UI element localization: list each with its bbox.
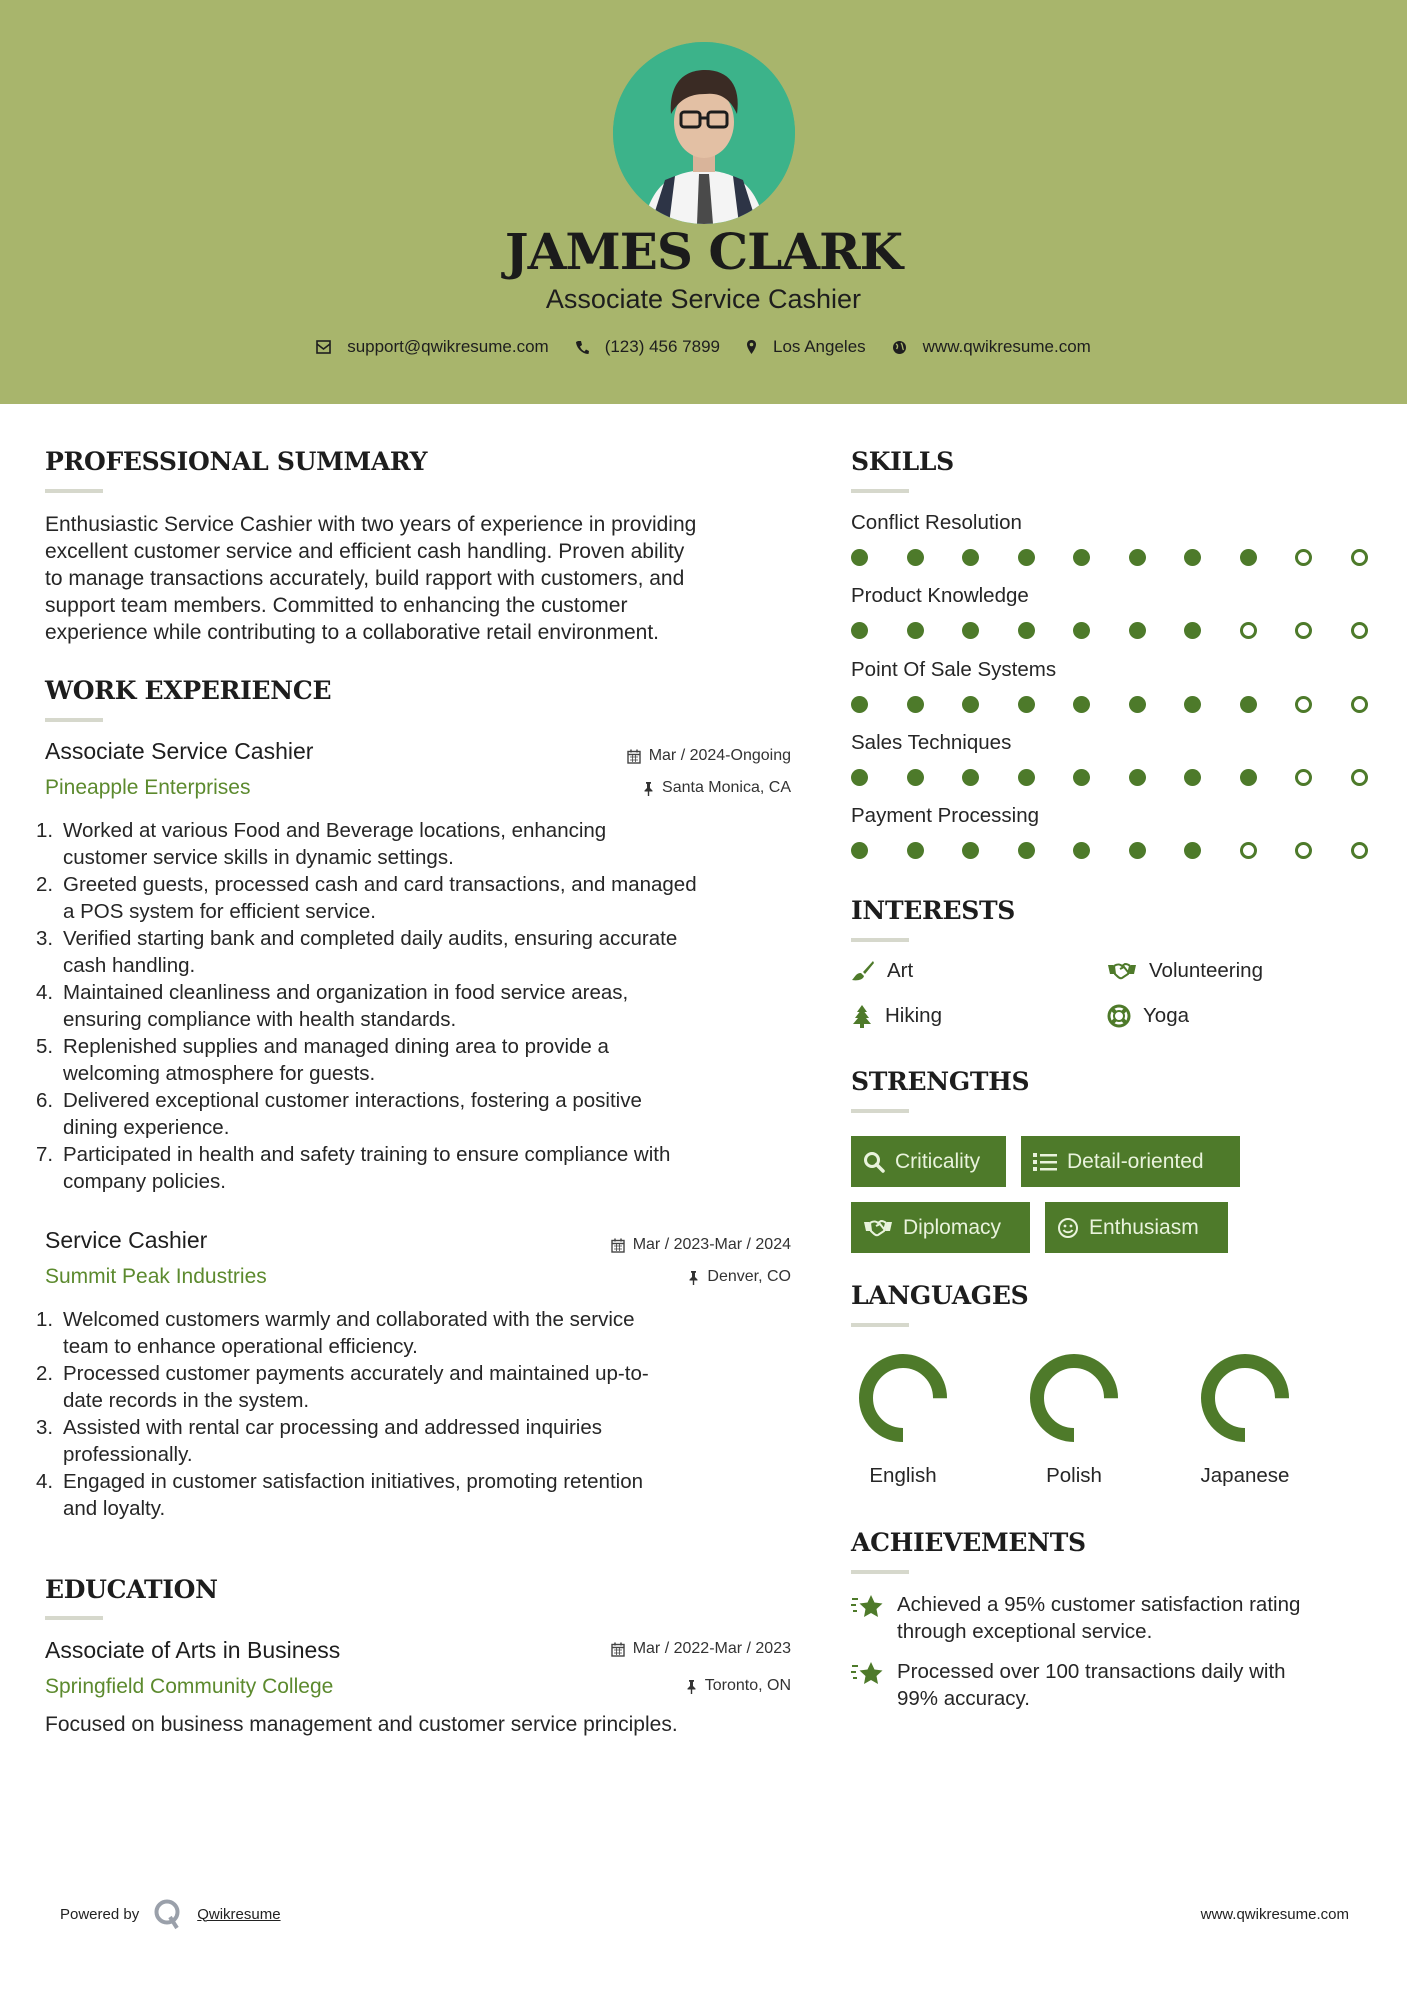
strength-tag-criticality	[851, 1136, 1006, 1187]
summary-heading-bar	[45, 489, 103, 493]
rating-dot-filled	[962, 696, 979, 713]
search-icon	[863, 1151, 885, 1173]
job-location-text: Denver, CO	[707, 1268, 791, 1285]
job-dates-text: Mar / 2024-Ongoing	[648, 747, 791, 764]
experience-heading: WORK EXPERIENCE	[45, 676, 332, 705]
powered-by	[60, 1898, 281, 1930]
job-title: Service Cashier	[45, 1227, 208, 1253]
language-item	[851, 1352, 971, 1487]
contact-website-text: www.qwikresume.com	[922, 337, 1091, 356]
pushpin-icon	[686, 1679, 697, 1694]
shooting-star-icon	[851, 1593, 884, 1621]
rating-dot-filled	[907, 549, 924, 566]
rating-dot-filled	[1184, 769, 1201, 786]
envelope-icon	[316, 340, 331, 354]
bullet-item: 7. Participated in health and safety training to ensure compliance with company policies.	[36, 1143, 671, 1193]
experience-heading-bar	[45, 718, 103, 722]
skill-rating	[851, 842, 1406, 859]
rating-dot-empty	[1295, 549, 1312, 566]
rating-dot-filled	[851, 842, 868, 859]
strength-tag-enthusiasm	[1045, 1202, 1228, 1253]
job-dates	[627, 747, 791, 765]
education-description: Focused on business management and customer service principles.	[45, 1713, 678, 1736]
interest-label: Yoga	[1143, 1004, 1189, 1027]
bullet-item: 4. Maintained cleanliness and organization in food service areas, ensuring compliance with health standards.	[36, 981, 629, 1031]
rating-dot-filled	[851, 769, 868, 786]
skill-name: Payment Processing	[851, 804, 1040, 827]
strength-tag-detail-oriented	[1021, 1136, 1240, 1187]
rating-dot-filled	[1018, 769, 1035, 786]
candidate-name: JAMES CLARK	[504, 222, 903, 281]
language-progress-ring	[851, 1352, 971, 1444]
interest-item-volunteering	[1107, 959, 1263, 983]
rating-dot-filled	[851, 696, 868, 713]
contact-bar	[0, 337, 1407, 357]
interests-heading: INTERESTS	[851, 896, 1016, 925]
degree-title: Associate of Arts in Business	[45, 1637, 341, 1663]
education-location	[686, 1677, 791, 1695]
rating-dot-empty	[1351, 769, 1368, 786]
language-label: English	[869, 1464, 937, 1487]
bullet-item: 5. Replenished supplies and managed dining area to provide a welcoming atmosphere for guests.	[36, 1035, 609, 1085]
footer-website[interactable]: www.qwikresume.com	[1200, 1906, 1349, 1923]
strength-label: Detail-oriented	[1067, 1149, 1204, 1173]
language-progress-ring	[1193, 1352, 1313, 1444]
pushpin-icon	[643, 781, 654, 796]
handshake-icon	[863, 1218, 893, 1238]
shooting-star-icon	[851, 1660, 884, 1688]
skill-rating	[851, 696, 1406, 713]
languages-heading-bar	[851, 1323, 909, 1327]
skill-name: Point Of Sale Systems	[851, 658, 1057, 681]
rating-dot-filled	[1073, 622, 1090, 639]
strength-label: Diplomacy	[903, 1215, 1002, 1239]
rating-dot-filled	[1184, 622, 1201, 639]
rating-dot-filled	[1240, 769, 1257, 786]
education-location-text: Toronto, ON	[704, 1677, 791, 1694]
rating-dot-filled	[1184, 842, 1201, 859]
education-heading: EDUCATION	[45, 1575, 218, 1604]
rating-dot-filled	[962, 622, 979, 639]
rating-dot-filled	[962, 769, 979, 786]
job-bullets	[36, 817, 791, 1195]
bullet-item: 3. Assisted with rental car processing and addressed inquiries professionally.	[36, 1416, 602, 1466]
rating-dot-empty	[1295, 769, 1312, 786]
languages-heading: LANGUAGES	[851, 1281, 1029, 1310]
rating-dot-empty	[1240, 842, 1257, 859]
interest-label: Hiking	[885, 1004, 942, 1027]
rating-dot-empty	[1351, 696, 1368, 713]
bullet-item: 4. Engaged in customer satisfaction initiatives, promoting retention and loyalty.	[36, 1470, 644, 1520]
job-location-text: Santa Monica, CA	[662, 779, 791, 796]
summary-line: to manage transactions accurately, build rapport with customers, and	[45, 567, 685, 590]
rating-dot-empty	[1295, 622, 1312, 639]
calendar-icon	[611, 1642, 625, 1657]
achievements-heading: ACHIEVEMENTS	[851, 1528, 1086, 1557]
strength-tag-diplomacy	[851, 1202, 1030, 1253]
education-dates	[611, 1640, 791, 1658]
map-marker-icon	[746, 339, 757, 355]
rating-dot-empty	[1295, 842, 1312, 859]
strengths-heading-bar	[851, 1109, 909, 1113]
rating-dot-filled	[907, 696, 924, 713]
rating-dot-filled	[1073, 769, 1090, 786]
contact-location	[746, 337, 866, 357]
qwikresume-link[interactable]: Qwikresume	[197, 1905, 281, 1923]
summary-text	[45, 511, 805, 646]
powered-by-text: Powered by	[60, 1905, 140, 1923]
contact-phone[interactable]	[575, 337, 720, 357]
bullet-item: 2. Greeted guests, processed cash and card transactions, and managed a POS system for efficient service.	[36, 873, 697, 923]
rating-dot-filled	[907, 622, 924, 639]
handshake-icon	[1107, 961, 1137, 981]
language-item	[1193, 1352, 1313, 1487]
summary-line: excellent customer service and efficient cash handling. Proven ability	[45, 540, 685, 563]
profile-photo	[613, 42, 795, 224]
language-item	[1022, 1352, 1142, 1487]
contact-location-text: Los Angeles	[773, 337, 866, 356]
interest-item-hiking	[851, 1004, 942, 1028]
education-heading-bar	[45, 1616, 103, 1620]
job-location	[643, 779, 791, 797]
phone-icon	[575, 340, 589, 355]
rating-dot-empty	[1351, 622, 1368, 639]
achievement-text: Achieved a 95% customer satisfaction rating through exceptional service.	[897, 1593, 1301, 1643]
interests-heading-bar	[851, 938, 909, 942]
resume-header	[0, 0, 1407, 404]
bullet-item: 3. Verified starting bank and completed daily audits, ensuring accurate cash handling.	[36, 927, 678, 977]
summary-heading: PROFESSIONAL SUMMARY	[45, 447, 428, 476]
smile-icon	[1057, 1217, 1079, 1239]
rating-dot-filled	[962, 549, 979, 566]
interest-label: Volunteering	[1149, 959, 1263, 982]
rating-dot-filled	[1073, 842, 1090, 859]
interest-label: Art	[887, 959, 914, 982]
company-name: Pineapple Enterprises	[45, 776, 251, 799]
job-location	[688, 1268, 791, 1286]
rating-dot-filled	[1073, 696, 1090, 713]
education-dates-text: Mar / 2022-Mar / 2023	[632, 1640, 791, 1657]
pushpin-icon	[688, 1270, 699, 1285]
skill-name: Product Knowledge	[851, 584, 1029, 607]
rating-dot-filled	[907, 842, 924, 859]
school-name: Springfield Community College	[45, 1675, 334, 1698]
contact-website[interactable]	[892, 337, 1091, 357]
strength-label: Enthusiasm	[1089, 1215, 1199, 1239]
contact-email-text: support@qwikresume.com	[347, 337, 549, 356]
rating-dot-empty	[1295, 696, 1312, 713]
skill-rating	[851, 769, 1406, 786]
rating-dot-filled	[851, 622, 868, 639]
person-photo-icon	[613, 42, 795, 224]
language-label: Polish	[1046, 1464, 1102, 1487]
language-label: Japanese	[1200, 1464, 1290, 1487]
skills-heading-bar	[851, 489, 909, 493]
rating-dot-filled	[1240, 696, 1257, 713]
rating-dot-filled	[1129, 842, 1146, 859]
bullet-item: 2. Processed customer payments accurately and maintained up-to- date records in the system.	[36, 1362, 649, 1412]
skill-rating	[851, 549, 1406, 566]
rating-dot-filled	[1018, 622, 1035, 639]
achievement-item	[851, 1591, 1371, 1645]
strengths-heading: STRENGTHS	[851, 1067, 1030, 1096]
achievement-text: Processed over 100 transactions daily with 99% accuracy.	[897, 1660, 1286, 1710]
rating-dot-filled	[1129, 549, 1146, 566]
job-dates	[611, 1236, 791, 1254]
rating-dot-filled	[1018, 696, 1035, 713]
rating-dot-filled	[1129, 622, 1146, 639]
globe-icon	[892, 340, 907, 355]
summary-line: support team members. Committed to enhancing the customer	[45, 594, 628, 617]
rating-dot-filled	[1018, 842, 1035, 859]
skills-heading: SKILLS	[851, 447, 954, 476]
rating-dot-filled	[1129, 696, 1146, 713]
bullet-item: 6. Delivered exceptional customer interactions, fostering a positive dining experience.	[36, 1089, 642, 1139]
skill-name: Sales Techniques	[851, 731, 1012, 754]
interest-item-art	[851, 959, 913, 983]
interest-item-yoga	[1107, 1004, 1189, 1028]
rating-dot-filled	[1184, 549, 1201, 566]
summary-line: experience while contributing to a collaborative retail environment.	[45, 621, 660, 644]
job-title: Associate Service Cashier	[45, 738, 314, 764]
life-ring-icon	[1107, 1004, 1131, 1028]
qwikresume-logo-icon	[153, 1898, 183, 1930]
rating-dot-empty	[1240, 622, 1257, 639]
contact-email[interactable]	[316, 337, 549, 357]
rating-dot-filled	[1018, 549, 1035, 566]
paintbrush-icon	[851, 960, 875, 982]
achievements-heading-bar	[851, 1570, 909, 1574]
strength-label: Criticality	[895, 1149, 981, 1173]
rating-dot-empty	[1351, 549, 1368, 566]
list-icon	[1033, 1152, 1057, 1172]
rating-dot-filled	[1073, 549, 1090, 566]
rating-dot-empty	[1351, 842, 1368, 859]
rating-dot-filled	[962, 842, 979, 859]
candidate-title: Associate Service Cashier	[545, 284, 862, 314]
company-name: Summit Peak Industries	[45, 1265, 267, 1288]
calendar-icon	[627, 749, 641, 764]
job-bullets	[36, 1306, 791, 1522]
tree-icon	[851, 1004, 873, 1028]
bullet-item: 1. Worked at various Food and Beverage locations, enhancing customer service skills in dynamic settings.	[36, 819, 607, 869]
contact-phone-text: (123) 456 7899	[604, 337, 721, 356]
skill-name: Conflict Resolution	[851, 511, 1022, 534]
rating-dot-filled	[1184, 696, 1201, 713]
calendar-icon	[611, 1238, 625, 1253]
summary-line: Enthusiastic Service Cashier with two years of experience in providing	[45, 513, 697, 536]
job-dates-text: Mar / 2023-Mar / 2024	[632, 1236, 791, 1253]
skill-rating	[851, 622, 1406, 639]
rating-dot-filled	[1129, 769, 1146, 786]
rating-dot-filled	[851, 549, 868, 566]
bullet-item: 1. Welcomed customers warmly and collaborated with the service team to enhance operational efficiency.	[36, 1308, 635, 1358]
achievement-item	[851, 1658, 1371, 1712]
rating-dot-filled	[907, 769, 924, 786]
rating-dot-filled	[1240, 549, 1257, 566]
language-progress-ring	[1022, 1352, 1142, 1444]
